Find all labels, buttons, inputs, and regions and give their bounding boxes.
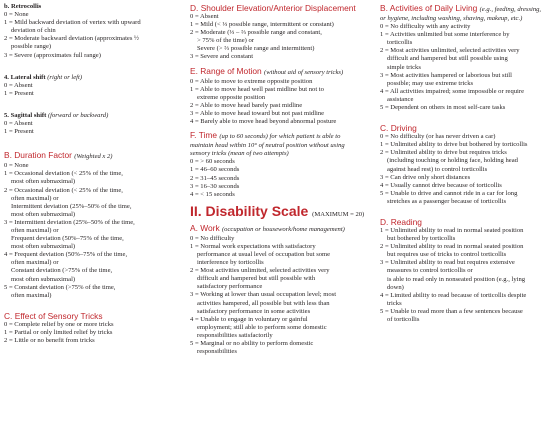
rom-item: 2 = Able to move head barely past midline — [190, 101, 303, 109]
shoulder-item: 1 = Mild (< ⅓ possible range, intermittent or constant) — [190, 21, 334, 29]
column-3 — [380, 0, 558, 324]
range-of-motion-heading: E. Range of Motion (without aid of sensory tricks) — [190, 65, 344, 76]
reading-item-cont: of torticollis — [387, 316, 420, 323]
retrocollis-item: 2 = Moderate backward deviation (approximates ½ — [4, 35, 139, 43]
work-item-cont: satisfactory performance in some activities — [197, 307, 311, 315]
driving-item: 5 = Unable to drive and cannot ride in a car for long — [380, 189, 518, 197]
work-item: 3 = Working at lower than usual occupation level; most — [190, 291, 337, 299]
sagittal-shift-item: 0 = Absent — [4, 120, 33, 128]
duration-item-cont: often maximal) — [11, 291, 52, 299]
rom-item: 0 = Able to move to extreme opposite position — [190, 77, 313, 85]
rom-item: 1 = Able to move head well past midline but not to — [190, 85, 324, 93]
sensory-item: 1 = Partial or only limited relief by tricks — [4, 328, 113, 336]
reading-item-cont: is able to read only in nonseated position (e.g., lying — [387, 275, 526, 283]
retrocollis-item-cont: deviation of chin — [11, 27, 56, 35]
reading-item-cont: but requires use of tricks to control torticollis — [387, 251, 507, 259]
retrocollis-item: 1 = Mild backward deviation of vertex with upward — [4, 19, 141, 27]
work-item-cont: difficult and hampered but still possible with — [197, 275, 316, 283]
adl-item-cont: torticollis — [387, 39, 413, 47]
duration-item-cont: often maximal) or — [11, 259, 59, 267]
work-item: 5 = Marginal or no ability to perform domestic — [190, 340, 314, 347]
duration-item: 0 = None — [4, 162, 29, 170]
shoulder-item: 0 = Absent — [190, 13, 219, 20]
sagittal-shift-title: 5. Sagittal shift (forward or backward) — [4, 111, 109, 119]
time-note: maintain head within 10° of neutral position without using — [190, 142, 345, 150]
rom-item-cont: extreme opposite position — [197, 93, 266, 101]
work-item-cont: employment; still able to perform some domestic — [197, 323, 327, 331]
work-item-cont: performance at usual level of occupation but some — [197, 250, 331, 258]
shoulder-item: 3 = Severe and constant — [190, 53, 254, 61]
duration-item: 4 = Frequent deviation (50%–75% of the time, — [4, 251, 128, 259]
work-item-cont: responsibilities satisfactorily — [197, 331, 273, 339]
reading-item-cont: tricks — [387, 299, 402, 307]
duration-item-cont: most often submaximal) — [11, 178, 76, 186]
duration-item-cont: Intermittent deviation (25%–50% of the time, — [11, 202, 132, 210]
reading-item: 1 = Unlimited ability to read in normal seated position — [380, 226, 524, 234]
duration-item: 2 = Occasional deviation (< 25% of the time, — [4, 186, 123, 194]
lateral-shift-item: 1 = Present — [4, 89, 34, 97]
rom-item: 3 = Able to move head toward but not past midline — [190, 109, 325, 117]
driving-item: 4 = Usually cannot drive because of torticollis — [380, 181, 502, 189]
work-item-cont: interference by torticollis — [197, 259, 264, 267]
adl-item: 2 = Most activities unlimited, selected activities very — [380, 47, 520, 55]
duration-factor-heading: B. Duration Factor (Weighted x 2) — [4, 150, 113, 161]
adl-item: 5 = Dependent on others in most self-care tasks — [380, 104, 506, 112]
time-heading: F. Time (up to 60 seconds) for which patient is able to — [190, 130, 341, 141]
reading-item-cont: down) — [387, 283, 404, 291]
duration-item: 5 = Constant deviation (>75% of the time, — [4, 283, 116, 291]
work-item: 4 = Unable to engage in voluntary or gainful — [190, 315, 308, 323]
duration-item-cont: Frequent deviation (50%–75% of the time, — [11, 235, 124, 243]
work-item: 1 = Normal work expectations with satisfactory — [190, 242, 316, 250]
duration-item-cont: most often submaximal) — [11, 210, 76, 218]
retrocollis-item-cont: possible range) — [11, 43, 52, 51]
adl-note: or hygiene, including washing, shaving, makeup, etc.) — [380, 15, 523, 22]
retrocollis-item: 0 = None — [4, 11, 29, 19]
adl-item: 4 = All activities impaired; some impossible or require — [380, 87, 524, 95]
duration-item-cont: Constant deviation (>75% of the time, — [11, 267, 113, 275]
driving-item-cont: stretches as a passenger because of torticollis — [387, 197, 507, 205]
shoulder-heading: D. Shoulder Elevation/Anterior Displacement — [190, 3, 356, 13]
duration-item-cont: often maximal) or — [11, 194, 59, 202]
time-item: 4 = < 15 seconds — [190, 190, 235, 198]
duration-item: 3 = Intermittent deviation (25%–50% of the time, — [4, 218, 135, 226]
sensory-item: 0 = Complete relief by one or more tricks — [4, 320, 114, 328]
work-item: 2 = Most activities unlimited, selected activities very — [190, 267, 330, 275]
adl-item: 1 = Activities unlimited but some interference by — [380, 31, 510, 39]
column-2 — [190, 0, 374, 356]
shoulder-item: 2 = Moderate (⅓ – ⅔ possible range and constant, — [190, 29, 322, 37]
reading-item-cont: but bothered by torticollis — [387, 235, 456, 243]
driving-item-cont: against head rest) to control torticollis — [387, 165, 488, 173]
driving-item: 2 = Unlimited ability to drive but requires tricks — [380, 149, 507, 157]
work-item-cont: activities hampered, all possible but with less than — [197, 299, 330, 307]
work-item-cont: responsibilities — [197, 348, 237, 356]
retrocollis-title: b. Retrocollis — [4, 3, 42, 10]
reading-heading: D. Reading — [380, 216, 422, 227]
work-item-cont: satisfactory performance — [197, 283, 263, 291]
duration-item: 1 = Occasional deviation (< 25% of the time, — [4, 170, 123, 178]
driving-item: 3 = Can drive only short distances — [380, 173, 471, 181]
column-1 — [4, 0, 184, 345]
shoulder-item-cont: > 75% of the time) or — [197, 37, 255, 45]
reading-item: 4 = Limited ability to read because of torticollis despite — [380, 291, 527, 299]
adl-item-cont: assistance — [387, 95, 414, 103]
lateral-shift-title: 4. Lateral shift (right or left) — [4, 73, 83, 81]
duration-item-cont: often maximal) or — [11, 226, 59, 234]
duration-item-cont: most often submaximal) — [11, 243, 76, 251]
driving-heading: C. Driving — [380, 123, 417, 134]
adl-item-cont: difficult and hampered but still possible using — [387, 55, 508, 63]
reading-item: 3 = Unlimited ability to read but requires extensive — [380, 259, 515, 267]
time-item: 3 = 16–30 seconds — [190, 182, 240, 190]
reading-item: 5 = Unable to read more than a few sentences because — [380, 307, 523, 315]
shoulder-item-cont: Severe (> ⅔ possible range and intermittent) — [197, 45, 315, 53]
sagittal-shift-item: 1 = Present — [4, 128, 34, 136]
adl-item-cont: possible; may use extreme tricks — [387, 79, 474, 87]
lateral-shift-item: 0 = Absent — [4, 81, 33, 89]
sensory-tricks-heading: C. Effect of Sensory Tricks — [4, 310, 103, 321]
reading-item: 2 = Unlimited ability to read in normal seated position — [380, 243, 524, 251]
reading-item-cont: measures to control torticollis or — [387, 267, 473, 275]
adl-heading: B. Activities of Daily Living (e.g., feeding, dressing, — [380, 3, 542, 13]
adl-item: 3 = Most activities hampered or laborious but still — [380, 71, 512, 79]
work-heading: A. Work (occupation or housework/home management) — [190, 222, 345, 233]
adl-item-cont: simple tricks — [387, 63, 421, 71]
driving-item-cont: (including touching or holding face, holding head — [387, 157, 518, 165]
driving-item: 0 = No difficulty (or has never driven a car) — [380, 133, 496, 141]
time-item: 0 = > 60 seconds — [190, 158, 235, 166]
driving-item: 1 = Unlimited ability to drive but bothered by torticollis — [380, 141, 528, 149]
adl-item: 0 = No difficulty with any activity — [380, 23, 471, 31]
disability-scale-title: II. Disability Scale (MAXIMUM = 20) — [190, 202, 365, 219]
work-item: 0 = No difficulty — [190, 234, 235, 242]
time-item: 2 = 31–45 seconds — [190, 174, 240, 182]
sensory-item: 2 = Little or no benefit from tricks — [4, 337, 95, 344]
retrocollis-item: 3 = Severe (approximates full range) — [4, 51, 101, 59]
time-item: 1 = 46–60 seconds — [190, 166, 240, 174]
time-note: sensory tricks (mean of two attempts) — [190, 150, 289, 158]
duration-item-cont: most often submaximal) — [11, 275, 76, 283]
rom-item: 4 = Barely able to move head beyond abnormal posture — [190, 118, 337, 126]
